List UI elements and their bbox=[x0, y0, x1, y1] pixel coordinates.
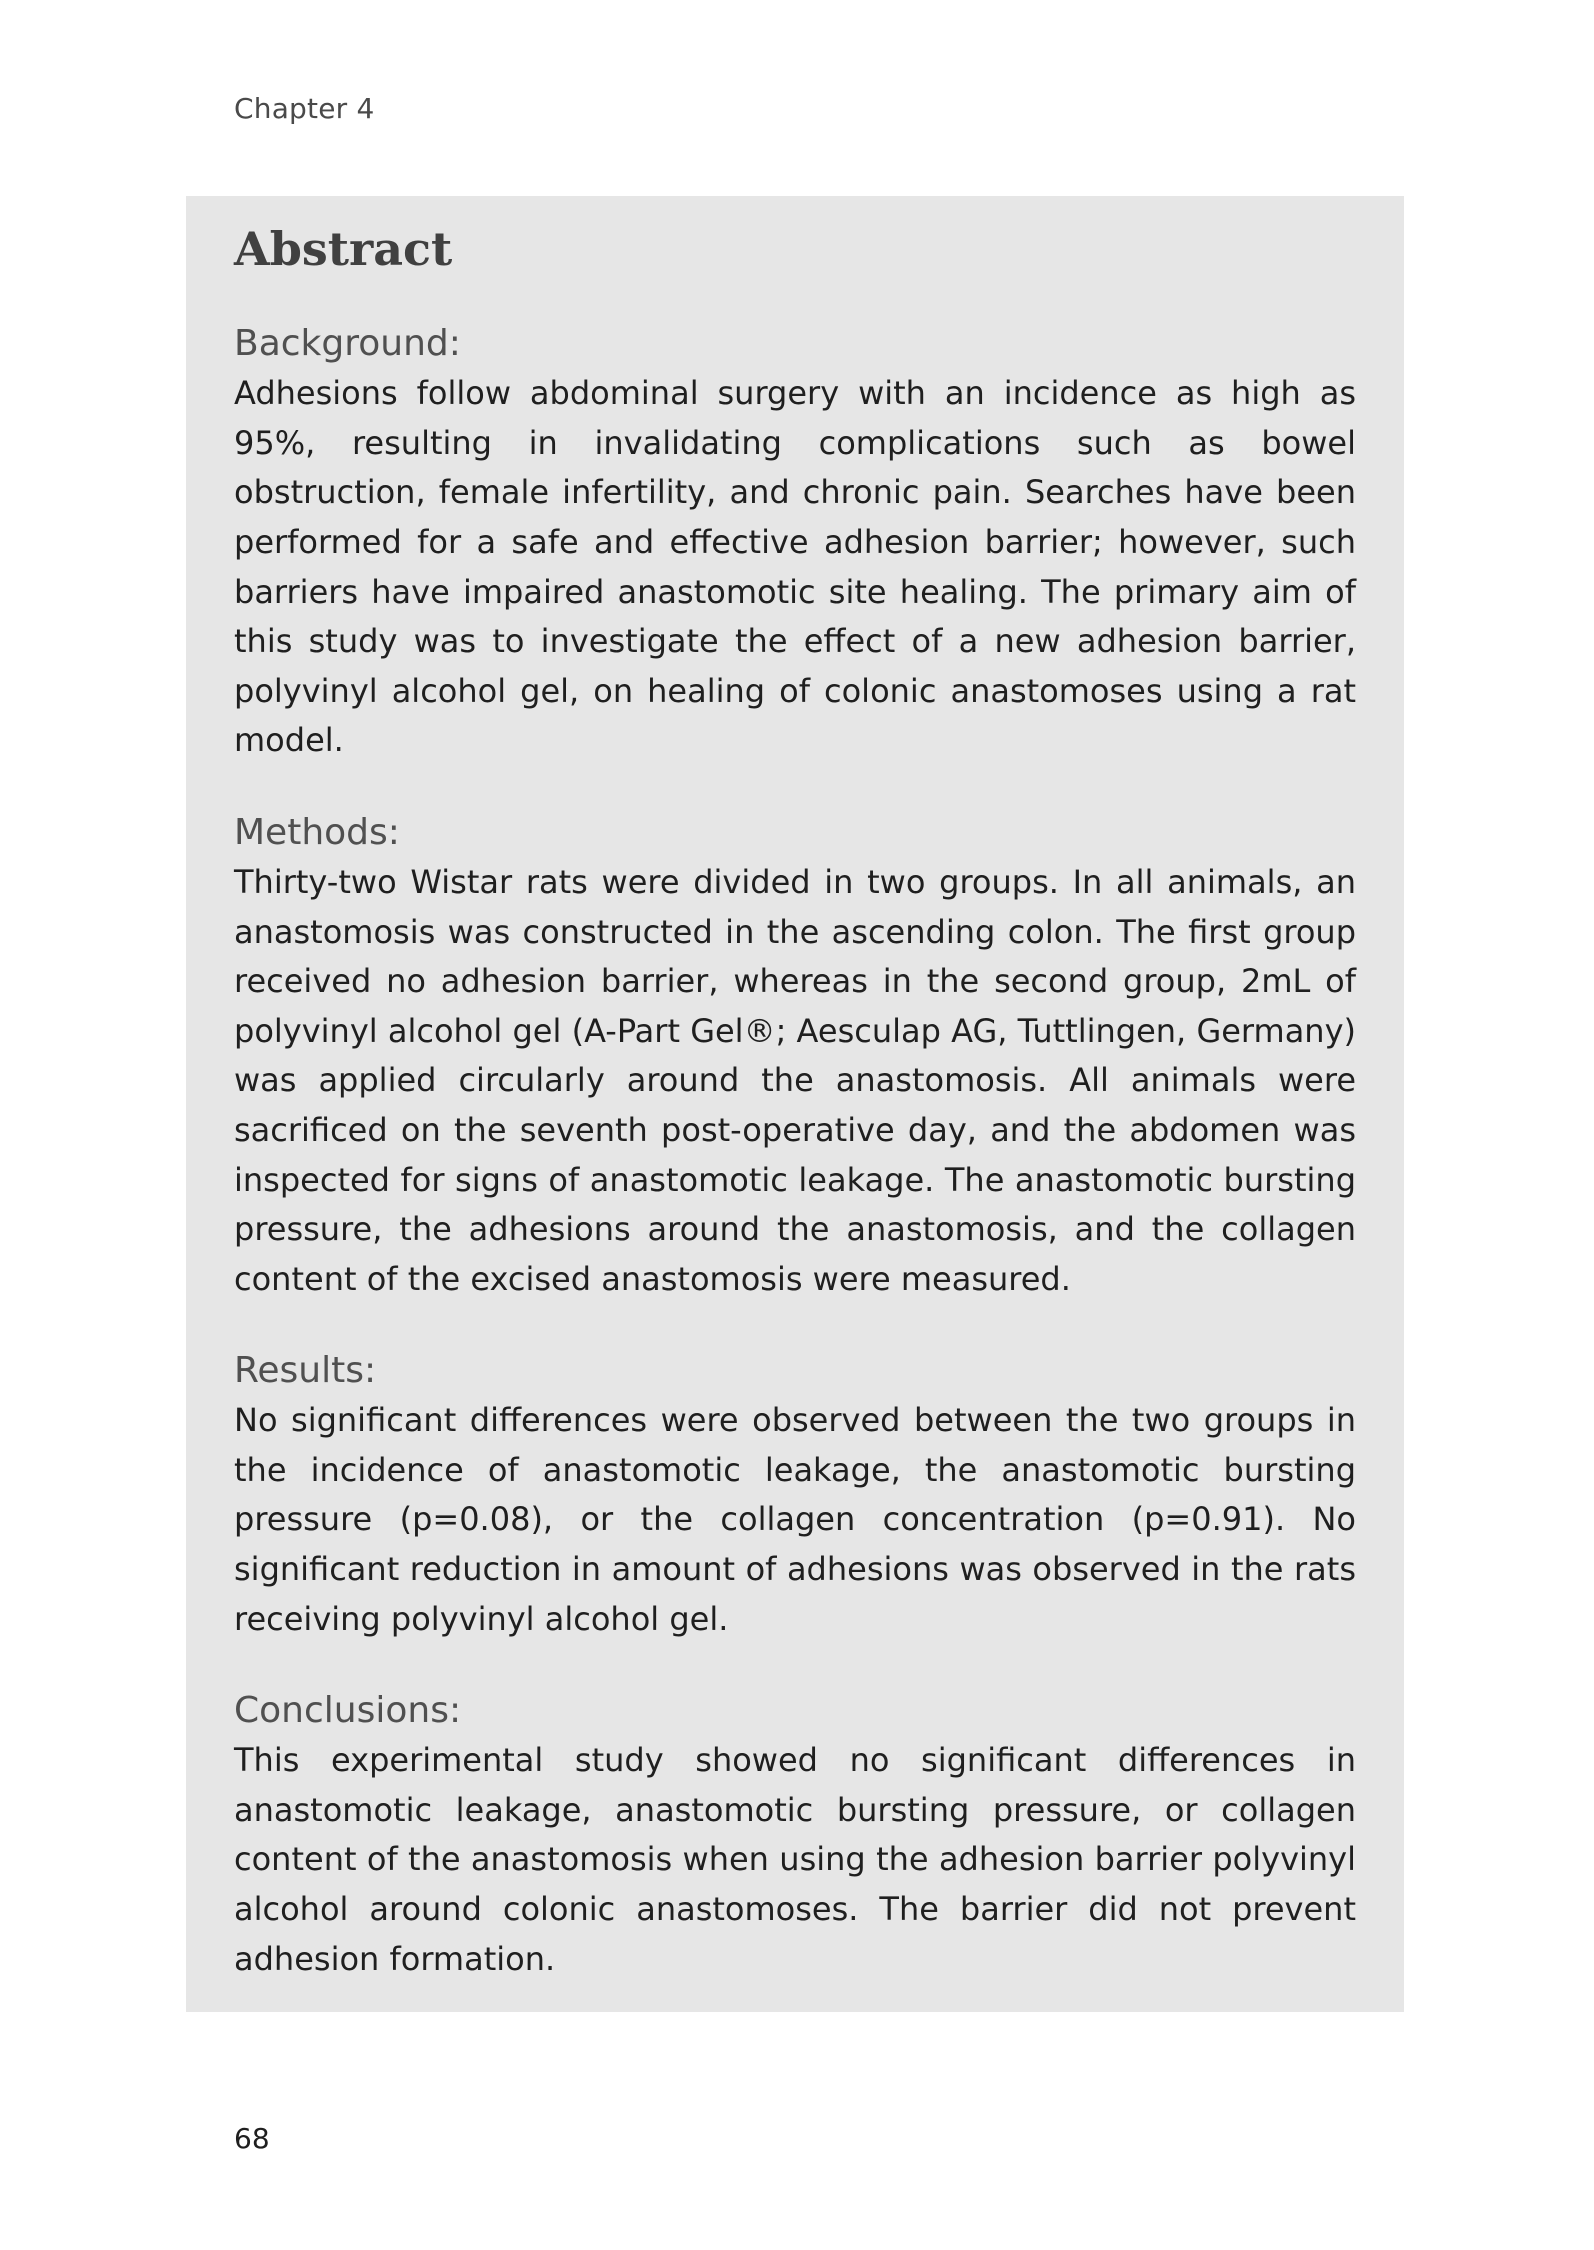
abstract-section-results bbox=[234, 1346, 1356, 1644]
section-body: Adhesions follow abdominal surgery with an incidence as high as 95%, resulting in invalidating complications such as bowel obstruction, female infertility, and chronic pain. Searches have been performed for a safe and effective adhesion barrier; however, such barriers have impaired anastomotic site healing. The primary aim of this study was to investigate the effect of a new adhesion barrier, polyvinyl alcohol gel, on healing of colonic anastomoses using a rat model. bbox=[234, 374, 1356, 760]
abstract-section-conclusions bbox=[234, 1686, 1356, 1984]
section-heading: Conclusions: bbox=[234, 1690, 462, 1732]
section-body: This experimental study showed no significant differences in anastomotic leakage, anastomotic bursting pressure, or collagen content of the anastomosis when using the adhesion barrier polyvinyl alcohol around colonic anastomoses. The barrier did not prevent adhesion formation. bbox=[234, 1741, 1356, 1978]
abstract-title: Abstract bbox=[234, 222, 453, 276]
running-head: Chapter 4 bbox=[234, 92, 375, 125]
abstract-section-background bbox=[234, 319, 1356, 766]
section-heading: Methods: bbox=[234, 811, 400, 853]
abstract-box bbox=[186, 196, 1404, 2012]
abstract-section-methods bbox=[234, 808, 1356, 1304]
section-body: Thirty-two Wistar rats were divided in two groups. In all animals, an anastomosis was constructed in the ascending colon. The first group received no adhesion barrier, whereas in the second group, 2mL of polyvinyl alcohol gel (A-Part Gel®; Aesculap AG, Tuttlingen, Germany) was applied circularly around the anastomosis. All animals were sacrificed on the seventh post-operative day, and the abdomen was inspected for signs of anastomotic leakage. The anastomotic bursting pressure, the adhesions around the anastomosis, and the collagen content of the excised anastomosis were measured. bbox=[234, 862, 1356, 1298]
section-heading: Results: bbox=[234, 1350, 377, 1392]
section-body: No significant differences were observed between the two groups in the incidence of anastomotic leakage, the anastomotic bursting pressure (p=0.08), or the collagen concentration (p=0.91). No significant reduction in amount of adhesions was observed in the rats receiving polyvinyl alcohol gel. bbox=[234, 1401, 1356, 1638]
section-heading: Background: bbox=[234, 323, 461, 365]
page-number: 68 bbox=[234, 2122, 270, 2155]
